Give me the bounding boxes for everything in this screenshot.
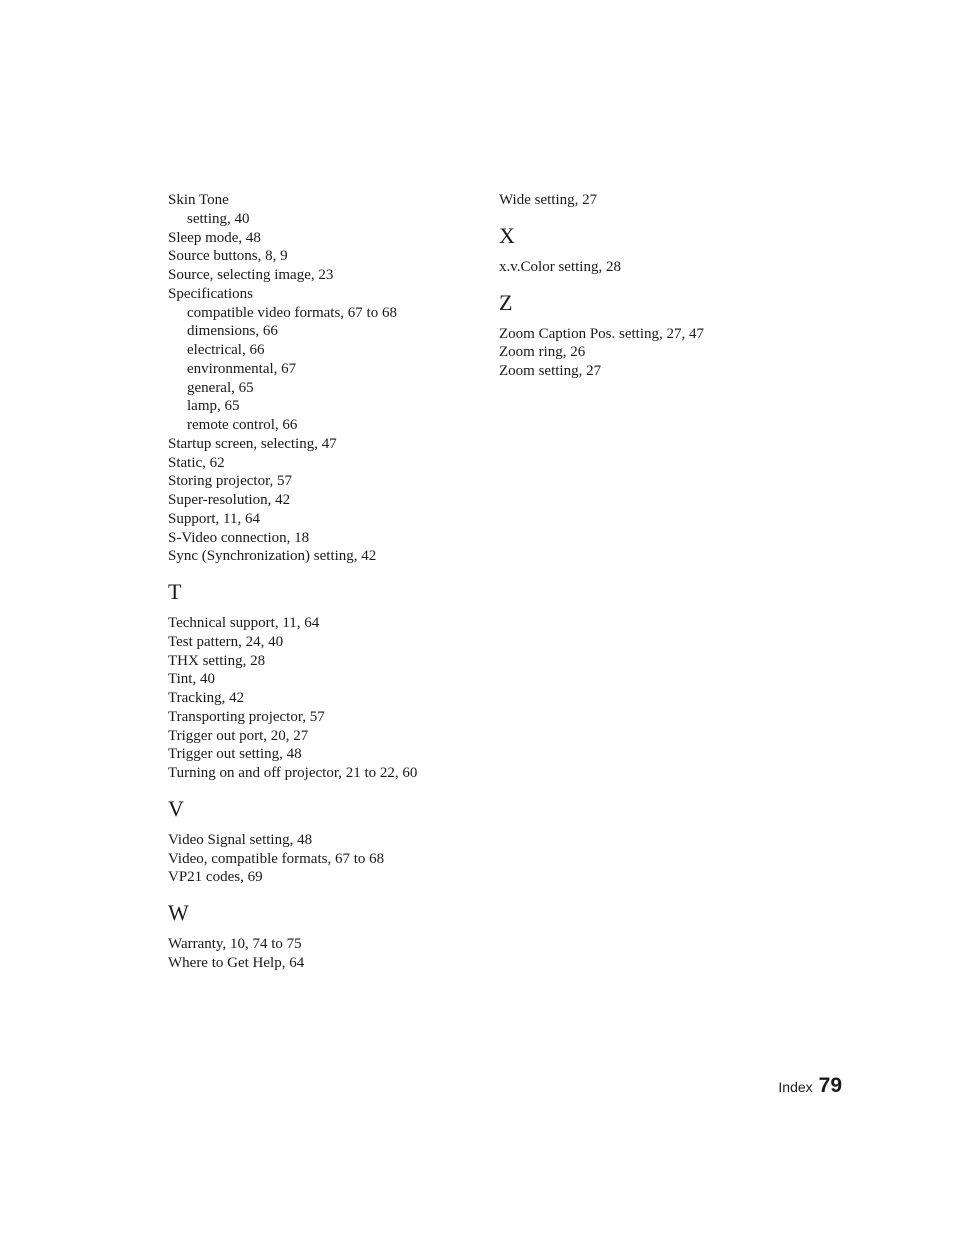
index-entry: Test pattern, 24, 40	[168, 633, 284, 650]
index-entry: Sleep mode, 48	[168, 229, 261, 246]
index-entry: Wide setting, 27	[499, 192, 598, 208]
index-entry: x.v.Color setting, 28	[499, 258, 621, 275]
index-entry: Zoom Caption Pos. setting, 27, 47	[499, 325, 705, 342]
index-entry: VP21 codes, 69	[168, 869, 263, 886]
index-letter-heading: X	[499, 222, 515, 248]
index-letter-heading: V	[168, 795, 184, 821]
index-entry: Static, 62	[168, 454, 225, 471]
index-subentry: setting, 40	[187, 210, 250, 227]
footer-section-label: Index	[778, 1079, 813, 1095]
index-entry: Startup screen, selecting, 47	[168, 435, 337, 452]
index-entry: Skin Tone	[168, 192, 229, 208]
index-subentry: environmental, 67	[187, 360, 297, 377]
index-entry: Where to Get Help, 64	[168, 954, 305, 971]
index-entry: Source buttons, 8, 9	[168, 248, 288, 265]
index-column-right	[499, 191, 819, 381]
index-entry: THX setting, 28	[168, 652, 266, 669]
index-letter-heading: T	[168, 579, 182, 604]
index-entry: Specifications	[168, 285, 253, 302]
index-entry: Zoom ring, 26	[499, 344, 586, 361]
index-entry: Warranty, 10, 74 to 75	[168, 936, 302, 952]
index-entry: Technical support, 11, 64	[168, 615, 320, 631]
index-subentry: dimensions, 66	[187, 323, 278, 340]
index-letter-heading: W	[168, 900, 189, 925]
index-letter-heading: Z	[499, 289, 513, 315]
index-entry: Super-resolution, 42	[168, 492, 291, 508]
index-subentry: remote control, 66	[187, 417, 298, 433]
index-entry: Trigger out port, 20, 27	[168, 727, 309, 744]
index-subentry: compatible video formats, 67 to 68	[187, 304, 397, 321]
page-number: 79	[818, 1074, 842, 1097]
index-subentry: electrical, 66	[187, 342, 265, 358]
index-entry: S-Video connection, 18	[168, 529, 310, 546]
index-entry: Tracking, 42	[168, 690, 245, 706]
index-entry: Tint, 40	[168, 671, 215, 688]
index-subentry: general, 65	[187, 379, 254, 396]
index-entry: Video Signal setting, 48	[168, 831, 313, 848]
index-entry: Sync (Synchronization) setting, 42	[168, 548, 377, 565]
index-entry: Support, 11, 64	[168, 510, 260, 527]
index-entry: Turning on and off projector, 21 to 22, 60	[168, 765, 418, 781]
index-entry: Trigger out setting, 48	[168, 746, 302, 763]
page-footer	[778, 1074, 842, 1098]
index-entry: Source, selecting image, 23	[168, 267, 334, 283]
index-entry: Video, compatible formats, 67 to 68	[168, 850, 385, 867]
index-column-left	[168, 191, 488, 973]
index-entry: Storing projector, 57	[168, 473, 292, 490]
index-entry: Zoom setting, 27	[499, 363, 602, 379]
index-subentry: lamp, 65	[187, 398, 240, 415]
index-entry: Transporting projector, 57	[168, 708, 325, 725]
